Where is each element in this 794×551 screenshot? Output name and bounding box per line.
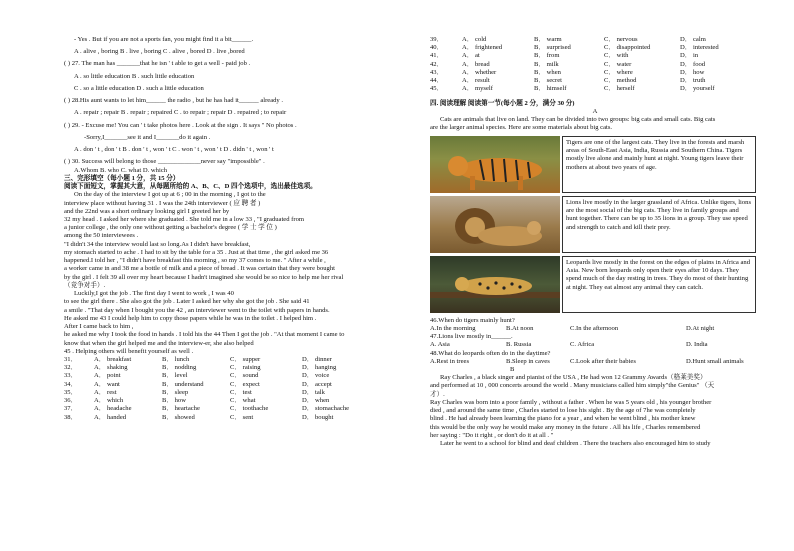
- tiger-description: Tigers are one of the largest cats. They live in the forests and marsh areas of South-East Asia, India, Russia and Southern China. Tigers mostly live alone and mainly hunt at night. Young tigers leave their mothers at about two years of age.: [562, 136, 756, 193]
- question-29: ( ) 29. - Excuse me! You can ' t take photos here . Look at the sign . It says " No photos .: [64, 121, 297, 129]
- question-47: 47.Lions live mostly in______.: [430, 333, 513, 341]
- passage-line: （竞争对手）.: [64, 281, 106, 289]
- leopard-block: [430, 256, 760, 313]
- passage-line: and the 22nd was a short ordinary looking girl I greeted her by: [64, 207, 230, 215]
- passage-line: On the day of the interview I got up at 6 ; 00 in the morning , I got to the: [74, 191, 266, 199]
- option-row: 41． A． at B． from C． with D． in: [430, 52, 699, 60]
- passage-line: by the girl . I felt 39 all over my heart because I hadn't imagined she would be so nice to help me her rival: [64, 273, 344, 281]
- option-row: 39． A． cold B． warm C． nervous D． calm: [430, 36, 706, 43]
- passage-line: know that when the girl helped me and the interview-er, she also helped: [64, 339, 254, 347]
- answer-row: A.Rest in trees B.Sleep in caves C.Look after their babies D.Hunt small animals: [430, 357, 744, 365]
- cloze-passage: [64, 191, 389, 356]
- option-row: 32． A． shaking B． nodding C． raising D． hanging: [64, 364, 337, 372]
- passage-line: Ray Charles , a black singer and pianist of the USA , He had won 12 Grammy Awards（格莱美奖）: [440, 374, 707, 382]
- passage-line: to see the girl there . She also got the job . Later I asked her why she got the job . She said 41: [64, 298, 310, 306]
- option-row: 43． A． whether B． when C． where D． how: [430, 68, 705, 76]
- option-row: 35． A． rest B． sleep C． test D． talk: [64, 388, 325, 396]
- lion-block: [430, 196, 760, 253]
- intro-line: are the larger animal species. Here are some materials about big cats.: [430, 124, 613, 132]
- leopard-photo: [430, 256, 560, 313]
- passage-line: After I came back to him ,: [64, 323, 134, 331]
- option-row: 37． A． headache B． heartache C． toothache D． stomachache: [64, 405, 350, 413]
- cloze-instruction: 阅读下面短文，掌握其大意，从每题所给的 A、B、C、D 四个选项中，选出最佳选项。: [64, 183, 317, 191]
- passage-line: a junior college , the only one without getting a bachelor's degree ( 学 士 学 位 ): [64, 224, 277, 232]
- text-line: A . don ' t , don ' t B . don ' t , won ' t C . won ' t , won ' t D . didn ' t , won ' t: [74, 146, 274, 154]
- tiger-photo: [430, 136, 560, 193]
- option-row: 36． A． which B． how C． what D． when: [64, 397, 330, 405]
- passage-line: among the 50 interviewees .: [64, 232, 139, 240]
- passage-line: a worker came in and 38 me a bottle of milk and a piece of bread . It was certain that they were bought: [64, 265, 335, 273]
- option-row: 40． A． frightened B． surprised C． disappointed D． interested: [430, 44, 719, 52]
- passage-line: happened.I told her , "I didn't have breakfast this morning , so my 37 comes to me. " After a while ,: [64, 257, 326, 265]
- reading-title: 四. 阅读理解 阅读第一节(每小题 2 分，满分 30 分): [430, 99, 575, 107]
- passage-line: 才）.: [430, 390, 445, 398]
- question-28: ( ) 28.His aunt wants to let him______ the radio , but he has had it______ already .: [64, 97, 284, 105]
- text-line: A.Whom B. who C. what D. which: [74, 166, 168, 174]
- section-b-label: B: [510, 365, 515, 373]
- passage-line: a smile . "That day when I bought you the 42 , an interviewer went to the toilet with papers in hands.: [64, 306, 330, 314]
- option-row: 42． A． bread B． milk C． water D． food: [430, 60, 706, 68]
- passage-line: 45 . Helping others will benefit yourself as well .: [64, 347, 194, 355]
- passage-line: interview place without having 31 . I was the 24th interviewer ( 应 聘 者 ): [64, 199, 261, 207]
- text-line: C . so a little education D . such a little education: [74, 84, 204, 92]
- lion-description: Lions live mostly in the larger grassland of Africa. Unlike tigers, lions are the most social of the big cats. They live in family groups and hunt together. There can be up to 35 lions in a group. They use speed and strength to catch and kill their prey.: [562, 196, 756, 253]
- text-line: - Yes . But if you are not a sports fan, you might find it a bit______.: [74, 36, 254, 43]
- text-line: A . alive , boring B . live , boring C . alive , bored D . live ,bored: [74, 48, 245, 56]
- passage-line: Luckily,I got the job . The first day I went to work , I was 40: [74, 290, 234, 298]
- passage-line: Ray Charles was born into a poor family , without a father . When he was 5 years old , his younger brother: [430, 398, 712, 406]
- passage-line: my stomach started to ache . I had to sit by the table for a 35 . Just at that time , the girl asked me 36: [64, 248, 329, 256]
- tiger-block: [430, 136, 760, 193]
- option-row: 38． A． handed B． showed C． sent D． bought: [64, 413, 334, 421]
- option-row: 34． A． want B． understand C． expect D． accept: [64, 380, 332, 388]
- passage-line: "I didn't 34 the interview would last so long.As I didn't have breakfast,: [64, 240, 251, 248]
- question-27: ( ) 27. The man has _______that he isn ' t able to get a well - paid job .: [64, 60, 251, 68]
- question-30: ( ) 30. Success will belong to those _____________never say "impossible" .: [64, 158, 265, 166]
- option-row: 31． A． breakfast B． lunch C． supper D． dinner: [64, 355, 332, 363]
- reading-questions: [430, 317, 760, 366]
- passage-line: her saying : "Do it right , or don't do it at all . ": [430, 431, 554, 439]
- passage-line: blind . He had already been learning the piano for a year , and when he went blind , his mother knew: [430, 415, 696, 423]
- text-line: -Sorry,I_______see it and I_______do it again .: [84, 133, 211, 141]
- option-row: 44． A． result B． secret C． method D． truth: [430, 77, 706, 85]
- passage-line: and performed at 10 , 000 concerts around the world . Many musicians called him simply"the Genius" （天: [430, 382, 715, 390]
- option-row: 33． A． point B． level C． sound D． voice: [64, 372, 330, 380]
- cloze-options: [64, 356, 389, 422]
- passage-line: He asked me 43 I could help him to copy those papers while he was in the toilet . I helped him .: [64, 314, 317, 322]
- passage-line: he asked me why I took the food in hands . I told his the 44 Then I got the job . "At that moment I came to: [64, 331, 345, 339]
- text-line: A . so little education B . such little education: [74, 72, 195, 80]
- option-row: 45． A． myself B． himself C． herself D． yourself: [430, 85, 715, 93]
- leopard-description: Leopards live mostly in the forest on the edges of plains in Africa and Asia. New born leopards only open their eyes after 10 days. They spend much of the day resting in trees. They do most of their hunting at night. They eat almost any animal they can catch.: [562, 256, 756, 313]
- passage-b: [430, 374, 760, 448]
- cloze-title: 三、完形填空（每小题 1 分，共 15 分）: [64, 174, 180, 182]
- passage-line: Later he went to a school for blind and deaf children . There the teachers also encouraged him to study: [440, 440, 711, 448]
- passage-line: 32 my head . I asked her where she graduated . She told me in a low 33 , "I graduated from: [64, 215, 304, 223]
- left-column: [64, 36, 389, 422]
- cloze-options-continued: [430, 36, 760, 94]
- passage-line: this would be the only way he would make any money in the future . All his life , Charles remembered: [430, 423, 701, 431]
- lion-photo: [430, 196, 560, 253]
- intro-line: Cats are animals that live on land. They can be divided into two groups: big cats and small cats. Big cats: [440, 116, 716, 124]
- answer-row: A.In the morning B.At noon C.In the afternoon D.At night: [430, 324, 715, 332]
- passage-line: died , and around the same time , Charles started to lose his sight . By the age of 7he was completely: [430, 407, 696, 415]
- section-a-label: A: [592, 107, 598, 115]
- right-column: [430, 36, 760, 448]
- text-line: A . repair ; repair B . repair ; repaired C . to repair ; repair D . repaired ; to repair: [74, 109, 287, 117]
- question-48: 48.What do leopards often do in the daytime?: [430, 349, 551, 357]
- answer-row: A. Asia B. Russia C. Africa D. India: [430, 341, 708, 349]
- question-46: 46.When do tigers mainly hunt?: [430, 316, 515, 324]
